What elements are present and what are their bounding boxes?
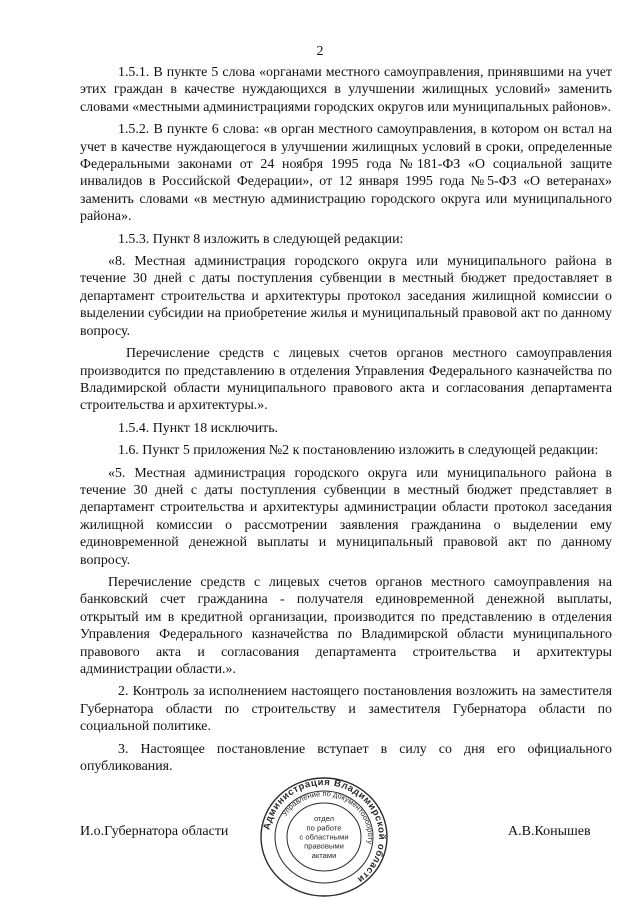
paragraph-p6: 1.5.4. Пункт 18 исключить. xyxy=(118,420,279,436)
signatory-position: И.о.Губернатора области xyxy=(80,824,229,839)
official-seal xyxy=(258,776,390,898)
paragraph-p10: 2. Контроль за исполнением настоящего постановления возложить на заместителя Губернатора области по строительству и заместителя Губернатора области по социальной политике. xyxy=(80,684,612,735)
seal-center-line: отдел xyxy=(313,814,335,824)
paragraph-p7: 1.6. Пункт 5 приложения №2 к постановлению изложить в следующей редакции: xyxy=(118,443,599,459)
seal-center-line: актами xyxy=(311,850,337,860)
paragraph-p8: «5. Местная администрация городского округа или муниципального района в течение 30 дней с даты поступления субвенции в местный бюджет представляет в департамент строительства и архитектуры администрации области протокол заседания жилищной комиссии о рассмотрении заявления гражданина о выделении ему единовременной денежной выплаты и муниципальный правовой акт по данному вопросу. xyxy=(80,465,612,568)
page-number: 2 xyxy=(316,44,324,59)
paragraph-p11: 3. Настоящее постановление вступает в силу со дня его официального опубликования. xyxy=(80,741,612,775)
signatory-name: А.В.Конышев xyxy=(508,824,591,839)
document-body xyxy=(80,64,612,780)
seal-outer-text: Администрация Владимирской области xyxy=(261,776,388,886)
seal-center-line: правовыми xyxy=(304,841,344,851)
paragraph-p1: 1.5.1. В пункте 5 слова «органами местного самоуправления, принявшими на учет этих граждан в качестве нуждающихся в улучшении жилищных условий» заменить словами «местными администрациями городских округов или муниципальных районов». xyxy=(80,65,612,115)
paragraph-p3: 1.5.3. Пункт 8 изложить в следующей редакции: xyxy=(118,231,404,247)
paragraph-p4: «8. Местная администрация городского округа или муниципального района в течение 30 дней с даты поступления субвенции в местный бюджет предоставляет в департамент строительства и архитектуры протокол заседания жилищной комиссии о выделении субсидии на приобретение жилья и муниципальный правовой акт по данному вопросу. xyxy=(80,254,612,339)
paragraph-p2: 1.5.2. В пункте 6 слова: «в орган местного самоуправления, в котором он встал на учет в качестве нуждающегося в улучшении жилищных условий в сроки, определенные Федеральными законами от 24 ноября 1995 года №181-ФЗ «О социальной защите инвалидов в Российской Федерации», от 12 января 1995 года №5-ФЗ «О ветеранах» заменить словами «в местную администрацию городского округа или муниципального района». xyxy=(80,122,612,225)
paragraph-p9: Перечисление средств с лицевых счетов органов местного самоуправления на банковский счет гражданина - получателя единовременной денежной выплаты, открытый им в кредитной организации, производится по представлению в отделения Управления Федерального казначейства по Владимирской области муниципального правового акта и согласования департамента строительства и архитектуры администрации области.». xyxy=(80,574,612,677)
seal-center-line: по работе xyxy=(306,823,342,833)
seal-inner-text: Управление по документообороту xyxy=(279,788,376,845)
paragraph-p5: Перечисление средств с лицевых счетов органов местного самоуправления производится по представлению в отделения Управления Федерального казначейства по Владимирской области муниципального правового акта и согласования департамента строительства и архитектуры.». xyxy=(80,346,612,414)
seal-center-line: с областными xyxy=(299,832,349,842)
